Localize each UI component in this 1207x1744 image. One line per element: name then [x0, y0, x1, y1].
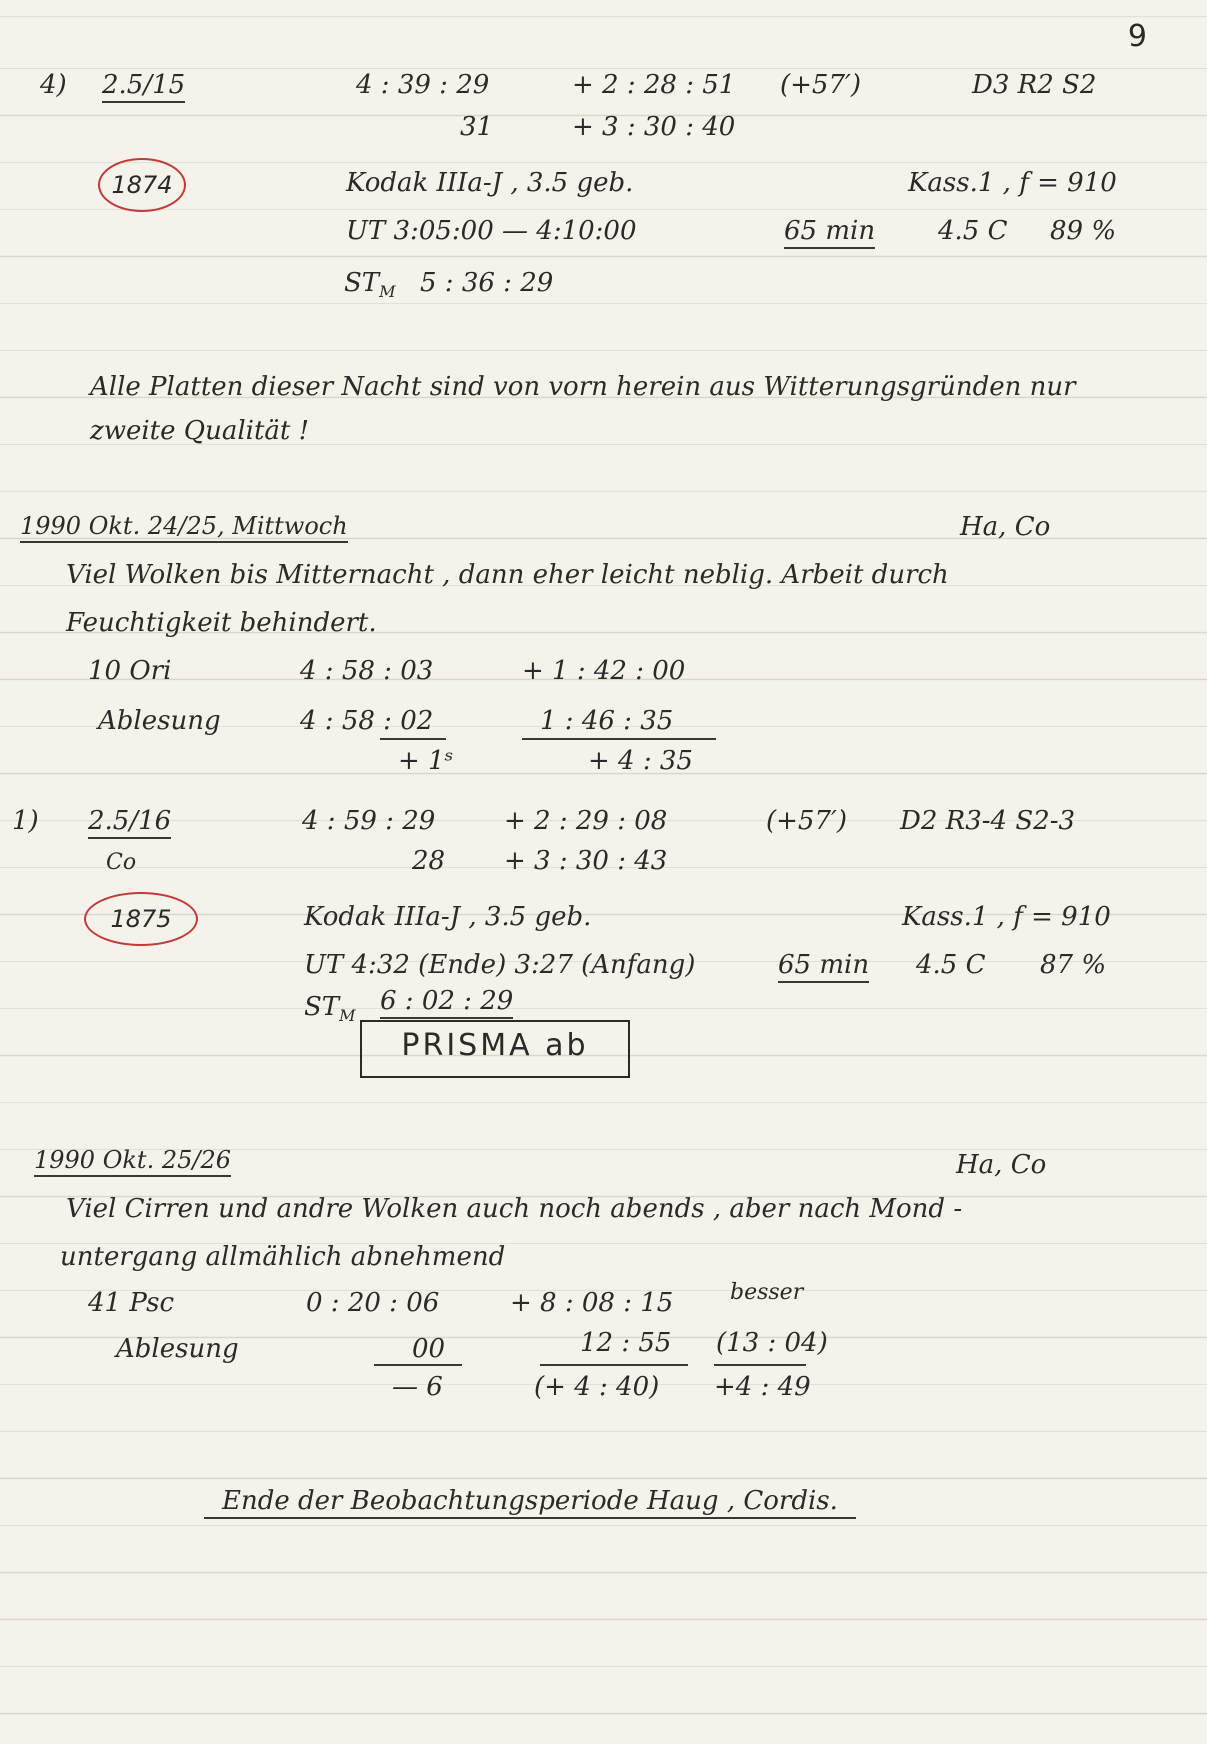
note-line-2: zweite Qualität !	[90, 416, 310, 446]
declination: + 2 : 28 : 51	[572, 70, 736, 100]
right-ascension: 4 : 59 : 29	[302, 806, 436, 836]
plate-number-circled: 1875	[84, 892, 198, 946]
sum-line	[540, 1364, 688, 1366]
session-text-2: untergang allmählich abnehmend	[60, 1242, 506, 1272]
plate-id: 2.5/16	[88, 808, 171, 839]
reading-alternative: (13 : 04)	[716, 1328, 828, 1358]
note-line-1: Alle Platten dieser Nacht sind von vorn herein aus Witterungsgründen nur	[90, 372, 1076, 402]
sidereal-time: 5 : 36 : 29	[420, 268, 554, 298]
temperature: 4.5 C	[938, 216, 1008, 246]
reading-time: 4 : 58 : 02	[300, 706, 434, 736]
humidity: 87 %	[1040, 950, 1107, 980]
declination-2: + 3 : 30 : 43	[504, 846, 668, 876]
reference-time: 0 : 20 : 06	[306, 1288, 440, 1318]
declination-difference: + 4 : 35	[588, 746, 693, 776]
session-text-1: Viel Wolken bis Mitternacht , dann eher leicht neblig. Arbeit durch	[66, 560, 949, 590]
observers: Ha, Co	[956, 1150, 1047, 1180]
declination-2: + 3 : 30 : 40	[572, 112, 736, 142]
plate-number-circled: 1874	[98, 158, 186, 212]
entry-index: 4)	[40, 70, 67, 100]
offset: (+57′)	[780, 70, 862, 100]
reading-declination: 12 : 55	[580, 1328, 672, 1358]
duration: 65 min	[778, 952, 869, 983]
declination-difference: (+ 4 : 40)	[534, 1372, 660, 1402]
sidereal-label: $ST_M$	[344, 268, 396, 302]
sidereal-time: 6 : 02 : 29	[380, 988, 513, 1019]
sidereal-label: $ST_M$	[304, 992, 356, 1026]
reference-star: 10 Ori	[88, 656, 172, 686]
humidity: 89 %	[1050, 216, 1117, 246]
reference-declination: + 1 : 42 : 00	[522, 656, 686, 686]
session-text-1: Viel Cirren und andre Wolken auch noch abends , aber nach Mond -	[66, 1194, 963, 1224]
session-date: 1990 Okt. 24/25, Mittwoch	[20, 514, 348, 543]
plate-observer: Co	[106, 850, 137, 875]
cassette: Kass.1 , f = 910	[902, 902, 1111, 932]
prism-removed-note: PRISMA ab	[360, 1020, 630, 1078]
time-difference: — 6	[392, 1372, 443, 1402]
right-ascension-2: 28	[412, 846, 446, 876]
observers: Ha, Co	[960, 512, 1051, 542]
film-type: Kodak IIIa-J , 3.5 geb.	[304, 902, 592, 932]
duration: 65 min	[784, 218, 875, 249]
cassette: Kass.1 , f = 910	[908, 168, 1117, 198]
session-text-2: Feuchtigkeit behindert.	[66, 608, 377, 638]
reference-star: 41 Psc	[88, 1288, 175, 1318]
sum-line	[380, 738, 446, 740]
ut-range: UT 3:05:00 — 4:10:00	[346, 216, 637, 246]
right-ascension: 4 : 39 : 29	[356, 70, 490, 100]
ut-range: UT 4:32 (Ende) 3:27 (Anfang)	[304, 950, 696, 980]
sum-line	[374, 1364, 462, 1366]
declination: + 2 : 29 : 08	[504, 806, 668, 836]
declination-difference-alt: +4 : 49	[714, 1372, 811, 1402]
reference-declination: + 8 : 08 : 15	[510, 1288, 674, 1318]
reading-label: Ablesung	[98, 706, 221, 736]
entry-index: 1)	[12, 806, 39, 836]
offset: (+57′)	[766, 806, 848, 836]
reference-time: 4 : 58 : 03	[300, 656, 434, 686]
temperature: 4.5 C	[916, 950, 986, 980]
reading-time: 00	[412, 1334, 446, 1364]
film-type: Kodak IIIa-J , 3.5 geb.	[346, 168, 634, 198]
reading-declination: 1 : 46 : 35	[540, 706, 674, 736]
page-number: 9	[1127, 19, 1147, 54]
time-difference: + 1ˢ	[398, 746, 454, 776]
sum-line	[714, 1364, 806, 1366]
reading-label: Ablesung	[116, 1334, 239, 1364]
reference-note: besser	[730, 1280, 804, 1305]
closing-statement: Ende der Beobachtungsperiode Haug , Cordis.	[204, 1488, 856, 1519]
quality-rating: D2 R3-4 S2-3	[900, 806, 1076, 836]
plate-id: 2.5/15	[102, 72, 185, 103]
right-ascension-2: 31	[460, 112, 494, 142]
quality-rating: D3 R2 S2	[972, 70, 1097, 100]
session-date: 1990 Okt. 25/26	[34, 1148, 231, 1177]
sum-line	[522, 738, 716, 740]
